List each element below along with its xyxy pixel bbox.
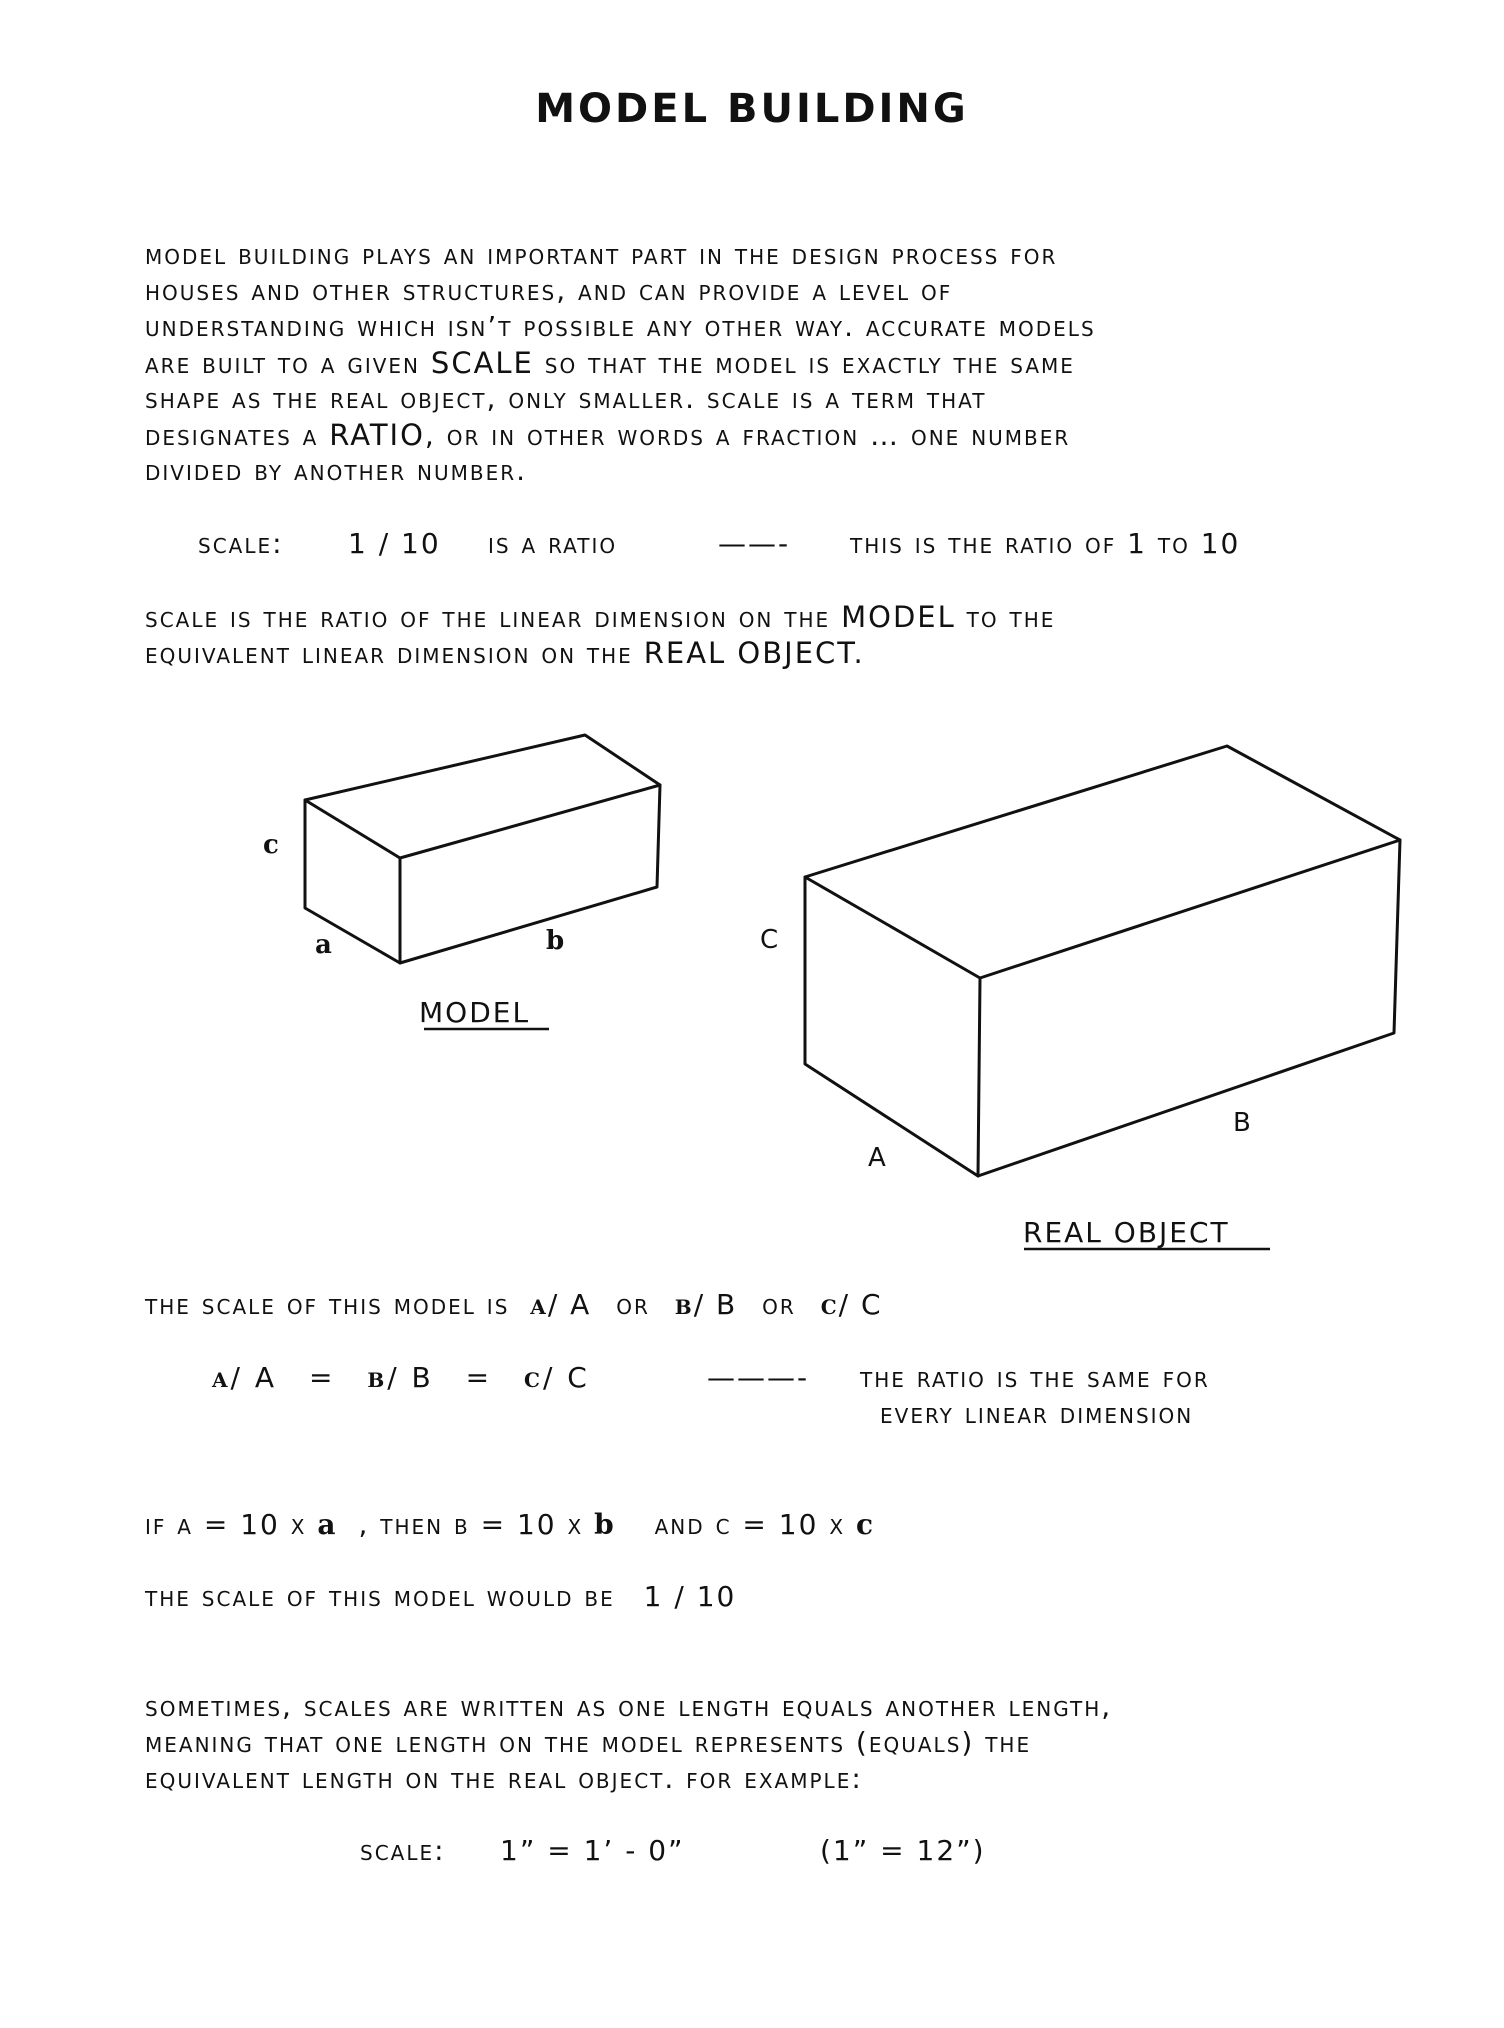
- model-box: [305, 735, 660, 963]
- eq-sign-2: =: [465, 1361, 493, 1394]
- real-label-A: A: [868, 1143, 886, 1173]
- would-be-value: 1 / 10: [643, 1580, 737, 1613]
- sometimes-line-1: sometimes, scales are written as one length equals another length,: [145, 1690, 1113, 1723]
- definition-2a: equivalent linear dimension on the: [145, 637, 633, 670]
- eq-c: c: [524, 1361, 543, 1394]
- sometimes-line-3: equivalent length on the real object. for example:: [145, 1762, 863, 1795]
- real-box-front-face: [978, 840, 1400, 1176]
- scale-example-value: 1 / 10: [348, 527, 441, 560]
- definition-1c: to the: [966, 601, 1056, 634]
- intro-line-5: shape as the real object, only smaller. scale is a term that: [145, 382, 987, 415]
- sometimes-line-2: meaning that one length on the model represents (equals) the: [145, 1726, 1032, 1759]
- eq-sign-1: =: [308, 1361, 336, 1394]
- ratio-b: b: [674, 1288, 694, 1321]
- ratio-B: / B: [693, 1288, 738, 1321]
- scale-feet-value: 1” = 1’ - 0”: [500, 1834, 685, 1867]
- page-title: MODEL BUILDING: [535, 86, 969, 132]
- ratio-c: c: [820, 1288, 839, 1321]
- ratio-keyword: RATIO: [329, 418, 425, 452]
- real-label-B: B: [1233, 1108, 1251, 1138]
- intro-line-6a: designates a: [145, 419, 319, 452]
- model-box-front-face: [400, 785, 660, 963]
- if-then-line: [145, 1508, 875, 1541]
- intro-line-1: model building plays an important part in the design process for: [145, 238, 1058, 271]
- real-object-box: [805, 746, 1400, 1176]
- scale-example-label: scale:: [198, 527, 284, 560]
- if-then-c: c: [855, 1508, 875, 1541]
- model-label-b: b: [546, 926, 565, 956]
- would-be-text: the scale of this model would be: [145, 1580, 615, 1613]
- if-then-p1: if a = 10 x: [145, 1508, 307, 1541]
- if-then-b: b: [594, 1508, 616, 1541]
- scale-feet-equivalent: (1” = 12”): [820, 1834, 986, 1867]
- eq-B: / B: [387, 1361, 434, 1394]
- eq-C: / C: [542, 1361, 590, 1394]
- real-box-left-face: [805, 877, 980, 1176]
- real-box-top: [805, 746, 1400, 978]
- model-label-a: a: [315, 930, 332, 960]
- real-caption: REAL OBJECT: [1023, 1216, 1230, 1249]
- intro-line-3: understanding which isn’t possible any other way. accurate models: [145, 310, 1096, 343]
- model-label-c: c: [263, 830, 279, 860]
- ratio-C: / C: [838, 1288, 883, 1321]
- ratio-or-2: or: [762, 1288, 796, 1321]
- ratio-a: a: [530, 1288, 548, 1321]
- model-keyword: MODEL: [841, 600, 956, 634]
- if-then-p3: and c = 10 x: [654, 1508, 846, 1541]
- ratio-or-1: or: [616, 1288, 650, 1321]
- model-caption: MODEL: [419, 996, 531, 1029]
- intro-line-2: houses and other structures, and can provide a level of: [145, 274, 953, 307]
- equality-note-line-1: the ratio is the same for: [860, 1361, 1210, 1394]
- eq-b: b: [367, 1361, 388, 1394]
- would-be-line: [145, 1580, 736, 1613]
- scale-example-is-ratio: is a ratio: [488, 527, 618, 560]
- intro-line-7: divided by another number.: [145, 454, 528, 487]
- if-then-a: a: [317, 1508, 338, 1541]
- definition-1a: scale is the ratio of the linear dimension on the: [145, 601, 831, 634]
- equality-expression: [212, 1361, 590, 1394]
- equality-dash: ———-: [707, 1361, 810, 1394]
- real-label-C: C: [760, 925, 779, 955]
- scale-keyword: SCALE: [430, 346, 534, 380]
- ratio-A: / A: [547, 1288, 592, 1321]
- scale-example-explanation: this is the ratio of 1 to 10: [850, 527, 1241, 560]
- intro-line-4b: so that the model is exactly the same: [544, 347, 1075, 380]
- intro-line-4a: are built to a given: [145, 347, 420, 380]
- eq-a: a: [212, 1361, 231, 1394]
- if-then-p2: , then b = 10 x: [358, 1508, 584, 1541]
- scale-feet-label: scale:: [360, 1834, 446, 1867]
- eq-A: / A: [230, 1361, 278, 1394]
- intro-line-6b: , or in other words a fraction … one number: [424, 419, 1071, 452]
- scale-example-dash: ——-: [718, 527, 791, 560]
- real-object-keyword: REAL OBJECT.: [643, 636, 865, 670]
- ratio-prefix: the scale of this model is: [145, 1288, 510, 1321]
- ratio-statement: [145, 1288, 883, 1321]
- equality-note-line-2: every linear dimension: [880, 1397, 1194, 1430]
- model-box-top: [305, 735, 660, 858]
